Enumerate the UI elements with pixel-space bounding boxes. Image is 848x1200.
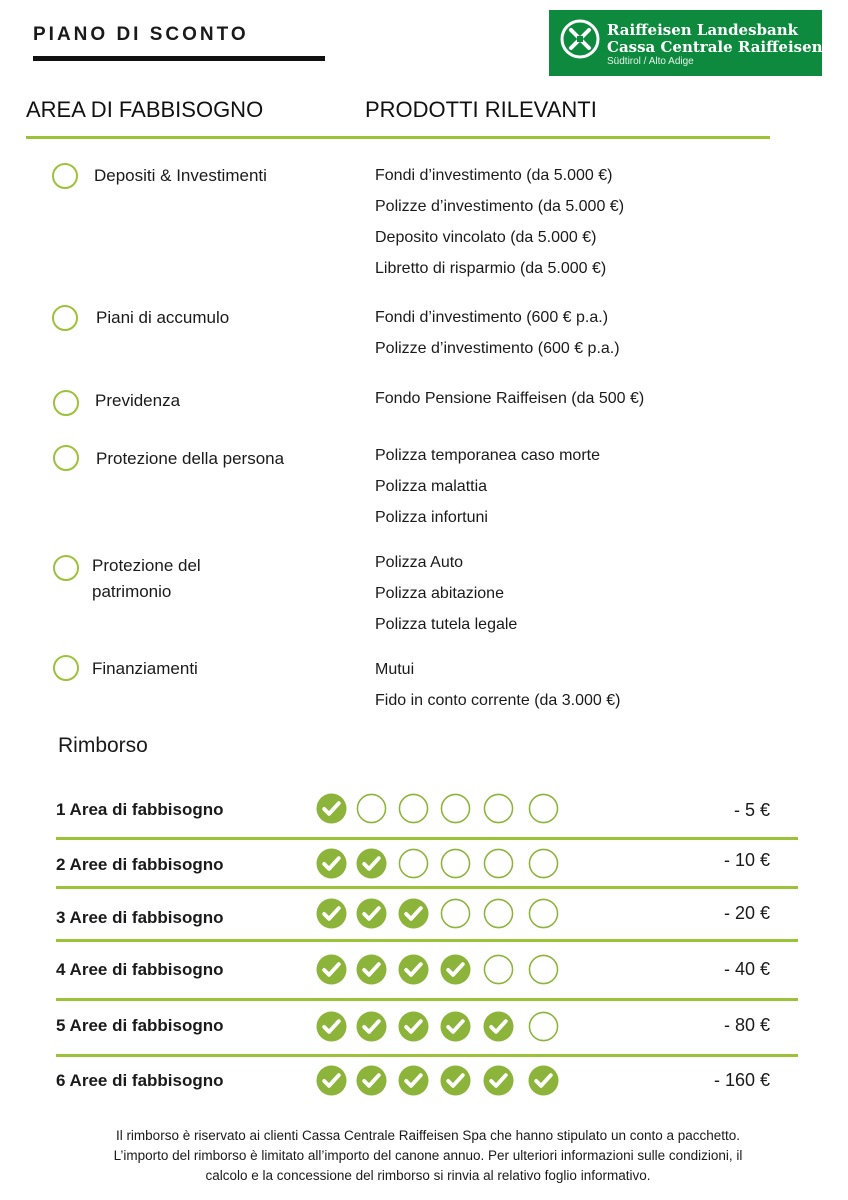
rimborso-row-label: 2 Aree di fabbisogno (56, 855, 224, 874)
area-label-line: Protezione della persona (96, 449, 285, 468)
product-item: Fondi d’investimento (da 5.000 €) (375, 167, 613, 184)
product-item: Polizze d’investimento (da 5.000 €) (375, 198, 625, 215)
footnote-line: calcolo e la concessione del rimborso si rinvia al relativo foglio informativo. (205, 1168, 651, 1183)
check-circle-filled-icon (356, 954, 387, 985)
rimborso-row-divider (56, 939, 798, 942)
rimborso-title: Rimborso (58, 734, 148, 757)
check-circle-filled-icon (483, 1011, 514, 1042)
raiffeisen-gable-cross-icon (560, 19, 600, 59)
check-circle-filled-icon (316, 793, 347, 824)
area-checkbox[interactable] (52, 163, 78, 189)
check-circle-filled-icon (440, 954, 471, 985)
area-checkbox[interactable] (52, 305, 78, 331)
logo-line-2: Cassa Centrale Raiffeisen (607, 38, 823, 56)
check-circle-filled-icon (356, 848, 387, 879)
rimborso-row-amount: - 80 € (723, 1015, 770, 1035)
area-label (96, 446, 284, 472)
check-circle-filled-icon (440, 1065, 471, 1096)
area-label (94, 163, 267, 189)
check-circle-filled-icon (483, 1065, 514, 1096)
rimborso-row-amount: - 10 € (723, 850, 770, 870)
area-label (92, 656, 198, 682)
check-circle-empty-icon (483, 848, 514, 879)
area-label-line: Protezione del (92, 556, 201, 575)
area-label-line: patrimonio (92, 582, 172, 601)
check-circle-empty-icon (398, 848, 429, 879)
title-underline (33, 56, 325, 61)
rimborso-row-divider (56, 886, 798, 889)
product-item: Polizza abitazione (375, 585, 504, 602)
check-circle-empty-icon (528, 898, 559, 929)
check-circle-filled-icon (316, 954, 347, 985)
rimborso-row-label: 4 Aree di fabbisogno (56, 960, 224, 979)
check-circle-empty-icon (483, 954, 514, 985)
check-circle-filled-icon (316, 898, 347, 929)
area-checkbox[interactable] (53, 390, 79, 416)
check-circle-filled-icon (316, 848, 347, 879)
footnote-line: L’importo del rimborso è limitato all’importo del canone annuo. Per ulteriori informazioni sulle condizioni, il (113, 1148, 743, 1163)
area-label-line: Finanziamenti (92, 659, 198, 678)
logo-line-1: Raiffeisen Landesbank (607, 21, 799, 39)
check-circle-empty-icon (440, 848, 471, 879)
check-circle-empty-icon (398, 793, 429, 824)
product-item: Polizza infortuni (375, 509, 488, 526)
logo-line-3: Südtirol / Alto Adige (607, 56, 694, 67)
product-item: Fido in conto corrente (da 3.000 €) (375, 692, 621, 709)
check-circle-filled-icon (398, 1011, 429, 1042)
rimborso-row-amount: - 5 € (733, 800, 770, 820)
product-item: Libretto di risparmio (da 5.000 €) (375, 260, 607, 277)
column-header-area: AREA DI FABBISOGNO (26, 97, 264, 122)
rimborso-row-divider (56, 1054, 798, 1057)
area-checkbox[interactable] (53, 445, 79, 471)
area-label (92, 553, 201, 605)
check-circle-filled-icon (528, 1065, 559, 1096)
area-label-line: Depositi & Investimenti (94, 166, 267, 185)
rimborso-row-amount: - 40 € (723, 959, 770, 979)
check-circle-empty-icon (356, 793, 387, 824)
footnote (90, 1126, 766, 1186)
product-item: Polizza malattia (375, 478, 488, 495)
product-item: Fondo Pensione Raiffeisen (da 500 €) (375, 390, 645, 407)
check-circle-filled-icon (398, 1065, 429, 1096)
product-item: Polizze d’investimento (600 € p.a.) (375, 340, 620, 357)
check-circle-empty-icon (528, 848, 559, 879)
area-label-line: Piani di accumulo (96, 308, 230, 327)
area-label (96, 305, 229, 331)
page-title: PIANO DI SCONTO (33, 24, 249, 45)
check-circle-empty-icon (528, 793, 559, 824)
check-circle-empty-icon (440, 793, 471, 824)
check-circle-filled-icon (398, 898, 429, 929)
rimborso-row-label: 3 Aree di fabbisogno (56, 908, 224, 927)
rimborso-row-label: 5 Aree di fabbisogno (56, 1016, 224, 1035)
check-circle-filled-icon (316, 1011, 347, 1042)
check-circle-filled-icon (356, 898, 387, 929)
check-circle-filled-icon (316, 1065, 347, 1096)
product-item: Polizza tutela legale (375, 616, 518, 633)
product-item: Fondi d’investimento (600 € p.a.) (375, 309, 609, 326)
rimborso-row-divider (56, 837, 798, 840)
area-label (95, 388, 180, 414)
check-circle-filled-icon (356, 1065, 387, 1096)
product-item: Deposito vincolato (da 5.000 €) (375, 229, 597, 246)
bank-logo (549, 10, 822, 76)
check-circle-filled-icon (440, 1011, 471, 1042)
column-header-products: PRODOTTI RILEVANTI (365, 97, 597, 122)
rimborso-row-label: 1 Area di fabbisogno (56, 800, 224, 819)
rimborso-row-amount: - 160 € (713, 1070, 770, 1090)
check-circle-filled-icon (356, 1011, 387, 1042)
check-circle-empty-icon (483, 793, 514, 824)
rimborso-row-label: 6 Aree di fabbisogno (56, 1071, 224, 1090)
product-item: Polizza temporanea caso morte (375, 447, 600, 464)
check-circle-empty-icon (440, 898, 471, 929)
header-rule (26, 136, 770, 139)
area-label-line: Previdenza (95, 391, 181, 410)
rimborso-row-divider (56, 998, 798, 1001)
product-item: Mutui (375, 661, 415, 678)
area-checkbox[interactable] (53, 655, 79, 681)
check-circle-empty-icon (528, 954, 559, 985)
product-item: Polizza Auto (375, 554, 464, 571)
footnote-line: Il rimborso è riservato ai clienti Cassa Centrale Raiffeisen Spa che hanno stipulato un conto a pacchetto. (115, 1128, 741, 1143)
check-circle-empty-icon (528, 1011, 559, 1042)
rimborso-row-amount: - 20 € (723, 903, 770, 923)
check-circle-filled-icon (398, 954, 429, 985)
area-checkbox[interactable] (53, 555, 79, 581)
check-circle-empty-icon (483, 898, 514, 929)
